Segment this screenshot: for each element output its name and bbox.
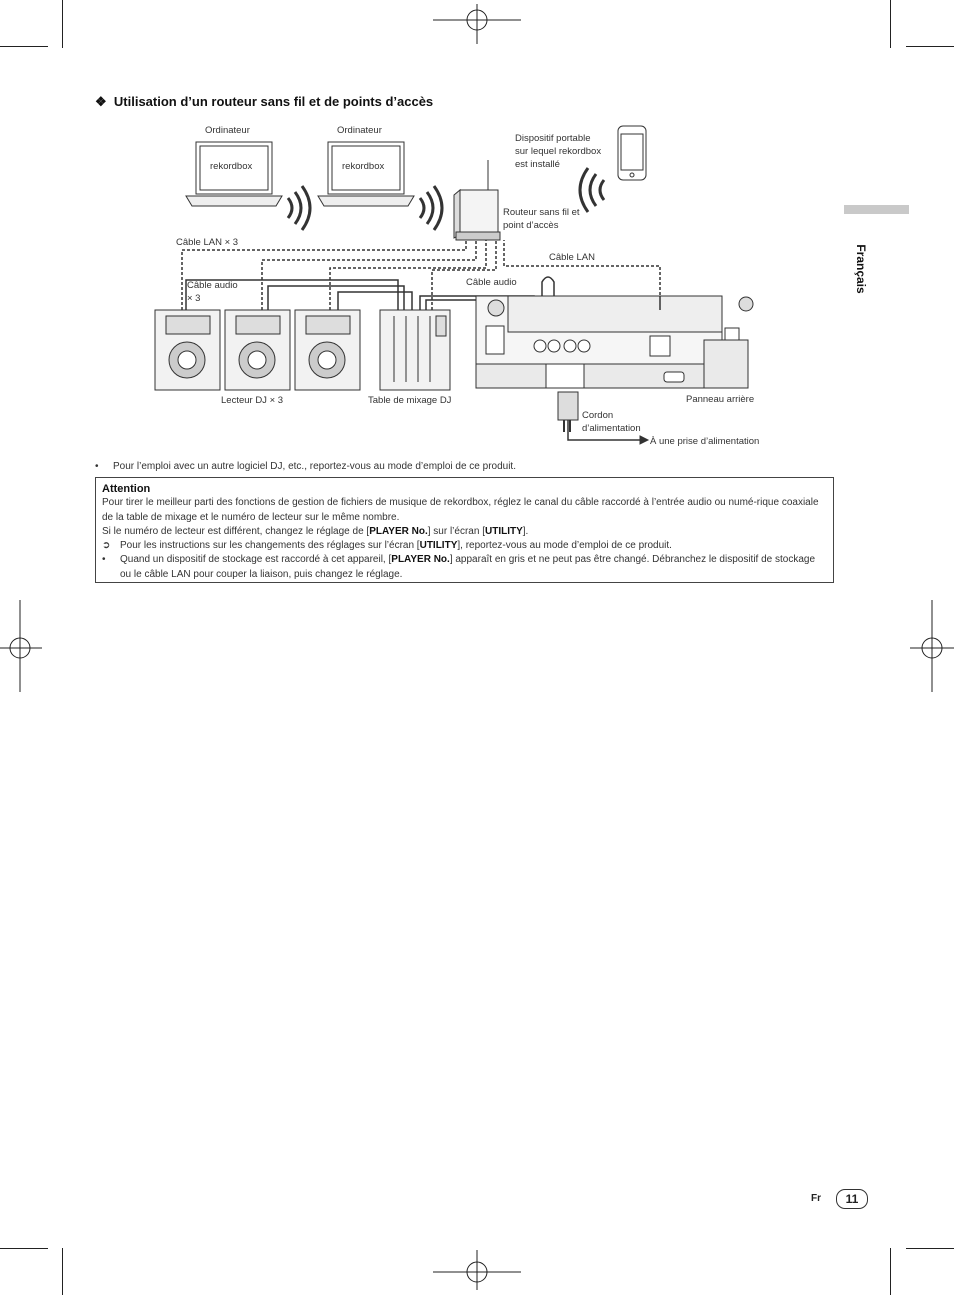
attention-paragraph-1: Pour tirer le meilleur parti des fonctions de gestion de fichiers de musique de rekordbox, réglez le canal du câble raccordé à l’entrée audio ou numé-rique coaxiale de la table de mixage et le numéro de lecteur sur le même nombre. xyxy=(102,497,819,523)
attention-item-2: • Quand un dispositif de stockage est raccordé à cet appareil, [PLAYER No.] apparaît en gris et ne peut pas être changé. Débranchez le dispositif de stockage ou le câble LAN pour couper la liaison, puis changez le réglage. xyxy=(102,554,816,580)
attention-item-1: ➲ Pour les instructions sur les changements des réglages sur l’écran [UTILITY], reportez-vous au mode d’emploi de ce produit. xyxy=(102,540,672,552)
cord-label: Cordon d’alimentation xyxy=(582,410,641,434)
note-item: • Pour l’emploi avec un autre logiciel DJ, etc., reportez-vous au mode d’emploi de ce produit. xyxy=(95,461,516,472)
rear-panel xyxy=(476,296,753,388)
computer-label-1: Ordinateur xyxy=(205,125,250,136)
attention-box xyxy=(95,477,834,583)
players-label: Lecteur DJ × 3 xyxy=(221,395,284,406)
mixer-label: Table de mixage DJ xyxy=(368,395,452,406)
page-number: 11 xyxy=(836,1189,868,1209)
laptop-2 xyxy=(318,142,414,206)
rear-label: Panneau arrière xyxy=(686,394,755,405)
audio-x3-label: Câble audio × 3 xyxy=(187,280,238,304)
footer-lang-code: Fr xyxy=(811,1193,821,1204)
dj-players xyxy=(155,310,360,390)
language-label: Français xyxy=(854,244,868,294)
lan-x3-label: Câble LAN × 3 xyxy=(176,237,239,248)
computer-label-2: Ordinateur xyxy=(337,125,382,136)
section-title: ❖ Utilisation d’un routeur sans fil et de points d’accès xyxy=(95,94,434,109)
mobile-label: Dispositif portable sur lequel rekordbox est installé xyxy=(515,133,602,170)
outlet-label: À une prise d’alimentation xyxy=(650,436,760,447)
dj-mixer xyxy=(380,310,450,390)
attention-paragraph-2: Si le numéro de lecteur est différent, changez le réglage de [PLAYER No.] sur l’écran [UTILITY]. xyxy=(102,525,529,537)
router-icon xyxy=(454,160,500,240)
router-label: Routeur sans fil et point d’accès xyxy=(503,207,580,231)
laptop-1 xyxy=(186,142,282,206)
screen-label-1: rekordbox xyxy=(210,161,253,172)
language-tab-bar xyxy=(844,205,909,214)
lan-label: Câble LAN xyxy=(549,252,595,263)
attention-title: Attention xyxy=(102,483,151,495)
connection-diagram xyxy=(150,120,800,455)
audio-label: Câble audio xyxy=(466,277,517,288)
phone-icon xyxy=(618,126,646,180)
screen-label-2: rekordbox xyxy=(342,161,385,172)
